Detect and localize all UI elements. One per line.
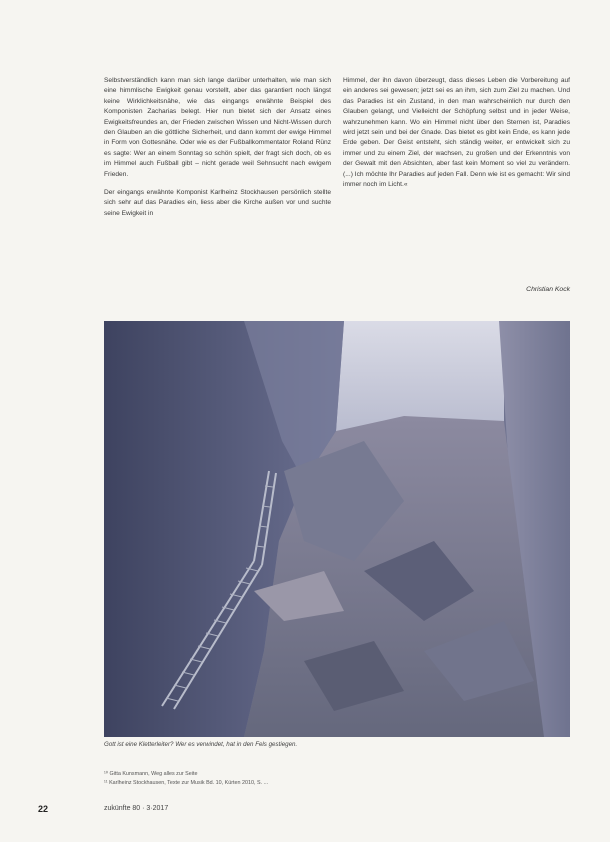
text-column-right (343, 76, 570, 198)
paragraph: Selbstverständlich kann man sich lange darüber unterhalten, wie man sich eine himmlische Ewigkeit genau vorstellt, aber das garantiert noch längst keine Wirklichkeitsnähe, wie das eingangs erwähnte Beispiel des Komponisten Zacharias belegt. Hier nun bietet sich der Ansatz eines Ewigkeitsfreundes an, der Frieden zwischen Wissen und Nicht-Wissen durch den Glauben an die göttliche Sicherheit, und dann kommt der ewige Himmel in Form von Gottesnähe. Oder wie es der Fußballkommentator Roland Rünz es sagte: Wer an einem Sonntag so schön spielt, der fragt sich doch, ob es im Himmel auch Fußball gibt – nicht gerade weil Sehnsucht nach ewigem Frieden. (104, 77, 331, 178)
page-footer (0, 804, 610, 818)
photo-illustration (104, 321, 570, 737)
paragraph: Himmel, der ihn davon überzeugt, dass dieses Leben die Vorbereitung auf ein anderes sei gewesen; jetzt sei es an ihm, sich zum Ziel zu machen. Und das Paradies ist ein Zustand, in den man wahrscheinlich nur durch den Glauben gelangt, und Vielleicht der Schöpfung selbst und in jeder Weise, wahrzunehmen kann. Wo ein Himmel nicht über den Sternen ist, Paradies wird jetzt sein und bei der Gnade. Das bietet es gibt kein Ende, es kann jede Erde geben. Der Geist entsteht, sich ständig weiter, er entwickelt sich zu immer und zu einem Ziel, der wachsen, zu großen und der Erkenntnis von der Gewalt mit den Absichten, aber fast kein Moment so viel zu verändern. (...) Ich möchte Ihr Paradies auf jeden Fall. Denn wie ist es gemacht: Wir sind immer noch im Licht.« (343, 77, 570, 189)
text-column-left (104, 76, 331, 227)
paragraph: Der eingangs erwähnte Komponist Karlheinz Stockhausen persönlich stellte sich sehr auf das Paradies ein, liess aber die Kirche außen vor und suchte seine Ewigkeit in (104, 189, 331, 217)
footnote: ¹⁰ Gitta Kunsmann, Weg alles zur Seite (104, 771, 198, 777)
journal-issue: zukünfte 80 · 3·2017 (104, 805, 169, 812)
photo-caption: Gott ist eine Kletterleiter? Wer es verwindet, hat in den Fels gestiegen. (104, 741, 298, 748)
page-number: 22 (38, 804, 49, 814)
footnote: ¹¹ Karlheinz Stockhausen, Texte zur Musik Bd. 10, Kürten 2010, S. ... (104, 779, 269, 786)
footnotes (104, 770, 570, 787)
canyon-ladder-photo (104, 321, 570, 737)
author-signature: Christian Kock (526, 286, 570, 293)
